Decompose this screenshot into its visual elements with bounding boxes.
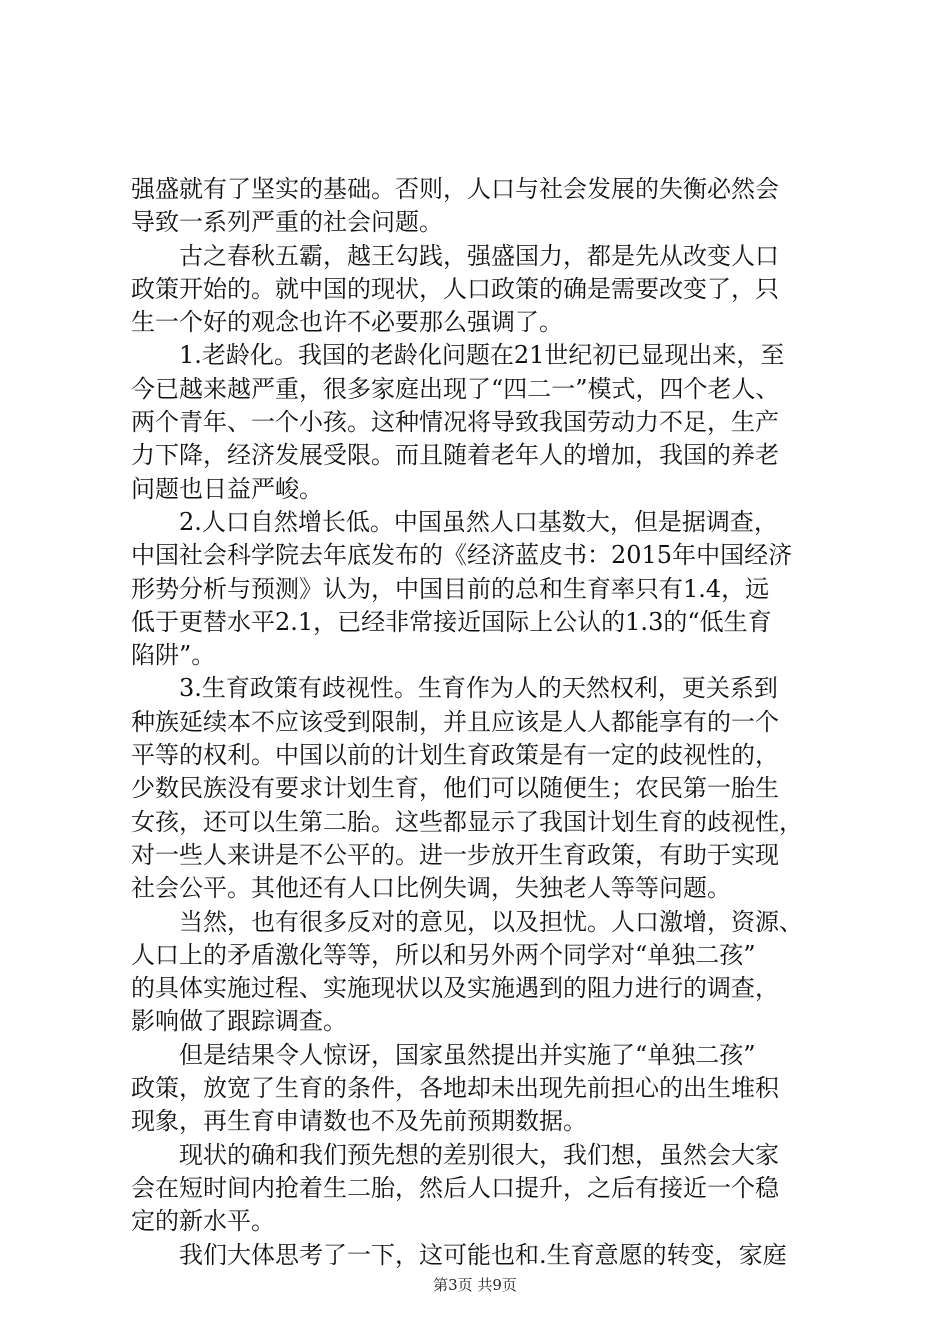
text-line: 现状的确和我们预先想的差别很大，我们想，虽然会大家 [131, 1140, 779, 1169]
text-line: 对一些人来讲是不公平的。进一步放开生育政策，有助于实现 [131, 840, 779, 869]
text-line: 陷阱”。 [131, 641, 216, 670]
text-line: 导致一系列严重的社会问题。 [131, 208, 443, 237]
text-line: 社会公平。其他还有人口比例失调，失独老人等等问题。 [131, 874, 731, 903]
text-line: 今已越来越严重，很多家庭出现了“四二一”模式，四个老人、 [131, 374, 780, 403]
text-line: 问题也日益严峻。 [131, 474, 323, 503]
text-line: 人口上的矛盾激化等等，所以和另外两个同学对“单独二孩” [131, 940, 756, 969]
text-line: 中国社会科学院去年底发布的《经济蓝皮书：2015年中国经济 [131, 541, 793, 570]
text-line: 政策开始的。就中国的现状，人口政策的确是需要改变了，只 [131, 274, 779, 303]
text-line: 的具体实施过程、实施现状以及实施遇到的阻力进行的调查， [131, 974, 779, 1003]
text-line: 我们大体思考了一下，这可能也和.生育意愿的转变，家庭 [131, 1240, 787, 1269]
text-line: 强盛就有了坚实的基础。否则，人口与社会发展的失衡必然会 [131, 175, 779, 203]
text-line: 种族延续本不应该受到限制，并且应该是人人都能享有的一个 [131, 707, 779, 736]
text-line: 古之春秋五霸，越王勾践，强盛国力，都是先从改变人口 [131, 241, 779, 270]
page-footer: 第3页 共9页 [433, 1276, 517, 1294]
text-line: 平等的权利。中国以前的计划生育政策是有一定的歧视性的， [131, 741, 779, 770]
body-text [131, 173, 831, 1272]
text-line: 女孩，还可以生第二胎。这些都显示了我国计划生育的歧视性， [131, 807, 803, 836]
text-line: 政策，放宽了生育的条件，各地却未出现先前担心的出生堆积 [131, 1074, 779, 1103]
text-line: 力下降，经济发展受限。而且随着老年人的增加，我国的养老 [131, 441, 779, 470]
text-line: 定的新水平。 [131, 1207, 275, 1236]
text-line: 3.生育政策有歧视性。生育作为人的天然权利，更关系到 [131, 674, 778, 703]
text-line: 形势分析与预测》认为，中国目前的总和生育率只有1.4，远 [131, 574, 770, 603]
text-line: 生一个好的观念也许不必要那么强调了。 [131, 308, 563, 337]
text-line: 但是结果令人惊讶，国家虽然提出并实施了“单独二孩” [131, 1040, 756, 1069]
text-line: 当然，也有很多反对的意见，以及担忧。人口激增，资源、 [131, 907, 803, 936]
text-line: 会在短时间内抢着生二胎，然后人口提升，之后有接近一个稳 [131, 1173, 779, 1202]
text-line: 现象，再生育申请数也不及先前预期数据。 [131, 1107, 587, 1136]
text-line: 低于更替水平2.1，已经非常接近国际上公认的1.3的“低生育 [131, 607, 772, 636]
text-line: 影响做了跟踪调查。 [131, 1007, 347, 1036]
text-line: 1.老龄化。我国的老龄化问题在21世纪初已显现出来，至 [131, 341, 785, 370]
text-line: 少数民族没有要求计划生育，他们可以随便生；农民第一胎生 [131, 774, 779, 803]
text-line: 两个青年、一个小孩。这种情况将导致我国劳动力不足，生产 [131, 408, 779, 437]
text-line: 2.人口自然增长低。中国虽然人口基数大，但是据调查， [131, 507, 778, 536]
